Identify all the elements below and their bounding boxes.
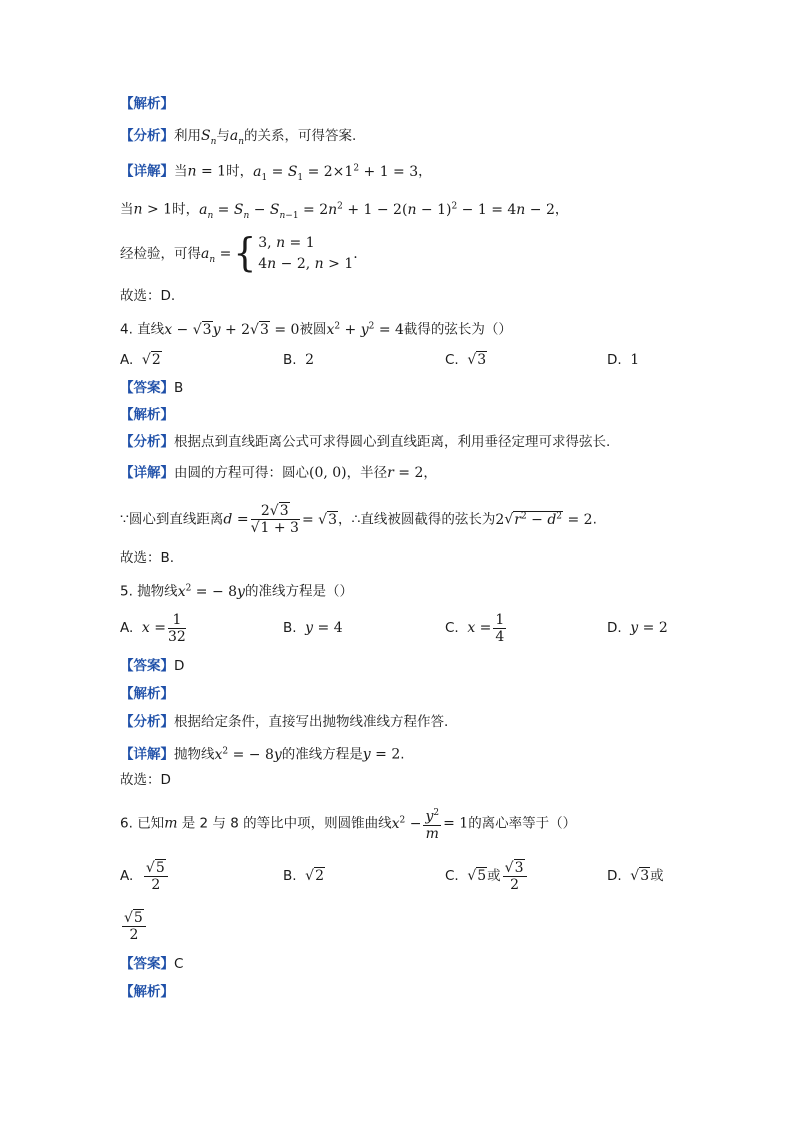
q4-option-a: A. √2 — [120, 352, 161, 368]
q6-option-d: D. √3或 — [607, 868, 664, 884]
q4-analysis: 【分析】根据点到直线距离公式可求得圆心到直线距离，利用垂径定理可求得弦长. — [120, 434, 611, 450]
q6-option-b: B. √2 — [283, 868, 324, 884]
q5-option-d: D. y = 2 — [607, 620, 668, 636]
q5-option-c: C. x = $\frac{1}{4}$ — [445, 611, 505, 645]
q3-analysis: 【分析】利用$S_n$与$a_n$的关系，可得答案. — [120, 128, 357, 147]
q4-distance: ∵圆心到直线距离d = $\frac{2√3}{√1 + 3}$ = √3，∴直线被圆截得的弦长为$2√r^2 - d^2 = 2$. — [120, 503, 597, 537]
q6-option-d-cont: $\frac{√5}{2}$ — [120, 906, 148, 946]
q6-stem: 6. 已知m 是 2 与 8 的等比中项，则圆锥曲线$x^2$ − $\frac{y^2}{m}$ = 1的离心率等于（） — [120, 800, 576, 844]
q5-choice: 故选：D — [120, 772, 171, 788]
q4-detail: 【详解】由圆的方程可得：圆心(0, 0)，半径r = 2， — [120, 465, 437, 481]
q4-option-c: C. √3 — [445, 352, 487, 368]
q5-option-b: B. y = 4 — [283, 620, 343, 636]
q4-choice: 故选：B. — [120, 550, 175, 566]
q4-answer: 【答案】B — [120, 380, 184, 396]
q3-detail: 【详解】当n = 1时，$a_1 = S_1 = 2\times 1^2 + 1 = 3$， — [120, 163, 432, 183]
q6-option-a: A. $\frac{√5}{2}$ — [120, 856, 170, 896]
q5-stem: 5. 抛物线$x^2$ = − 8y的准线方程是（） — [120, 583, 353, 600]
q5-jiexi-label: 【解析】 — [120, 686, 174, 702]
q5-answer: 【答案】D — [120, 658, 185, 674]
q5-option-a: A. x = $\frac{1}{32}$ — [120, 611, 186, 645]
q3-check: 经检验，可得$a_n$ ={ 3, n = 1 4n − 2, n > 1 . — [120, 230, 358, 276]
q4-jiexi-label: 【解析】 — [120, 407, 174, 423]
q3-choice: 故选：D. — [120, 288, 176, 304]
q5-analysis: 【分析】根据给定条件，直接写出抛物线准线方程作答. — [120, 714, 449, 730]
q3-case2: 当n > 1时，$a_n = S_n - S_{n-1} = 2n^2 + 1 - 2(n - 1)^2 - 1 = 4n - 2$， — [120, 201, 569, 221]
q6-option-c: C. √5或 $\frac{√3}{2}$ — [445, 856, 529, 896]
q4-option-b: B. 2 — [283, 352, 315, 368]
q6-answer: 【答案】C — [120, 956, 184, 972]
q4-option-d: D. 1 — [607, 352, 640, 368]
q3-jiexi-label: 【解析】 — [120, 96, 174, 112]
q6-jiexi-label: 【解析】 — [120, 984, 174, 1000]
q4-stem: 4. 直线x − √3y + 2√3 = 0被圆$x^2 + y^2 = 4$截得的弦长为（） — [120, 321, 512, 338]
q5-detail: 【详解】抛物线$x^2$ = − 8y的准线方程是y = 2. — [120, 746, 405, 763]
